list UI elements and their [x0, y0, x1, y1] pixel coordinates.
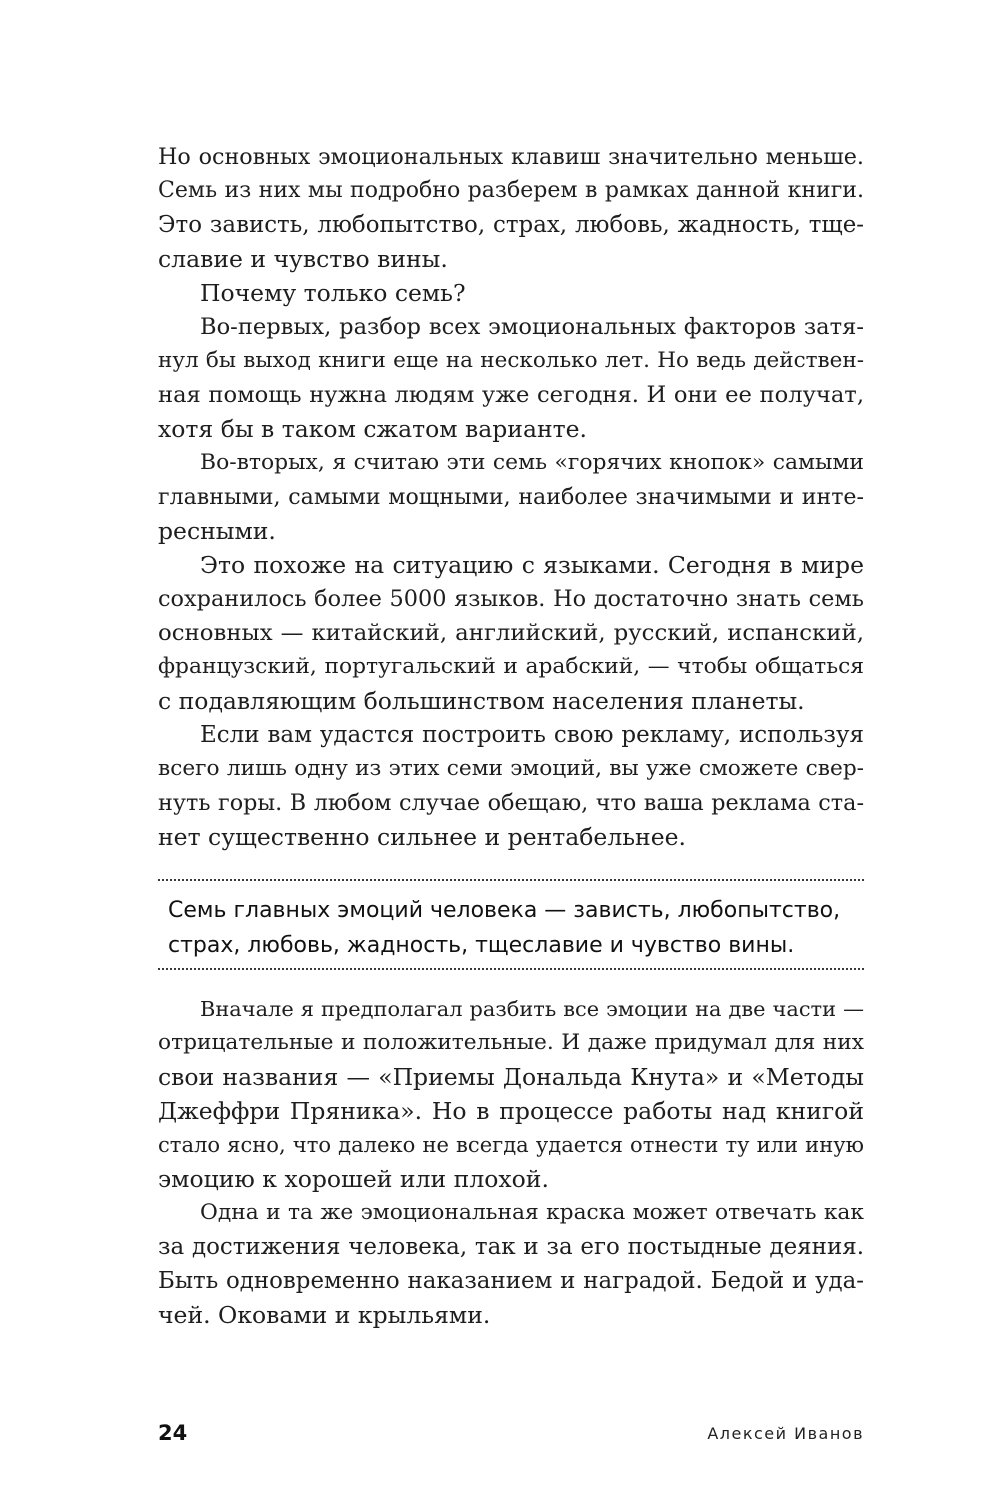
text-line: нул бы выход книги еще на несколько лет. Но ведь действен-	[158, 348, 864, 373]
text-line: главными, самыми мощными, наиболее значимыми и инте-	[158, 484, 864, 510]
text-line: Быть одновременно наказанием и наградой. Бедой и уда-	[158, 1268, 864, 1294]
text-line: нет существенно сильнее и рентабельнее.	[158, 823, 687, 851]
pull-quote	[158, 893, 864, 963]
text-line: ная помощь нужна людям уже сегодня. И они ее получат,	[158, 382, 864, 408]
text-line: Одна и та же эмоциональная краска может отвечать как	[200, 1200, 864, 1225]
text-line: хотя бы в таком сжатом варианте.	[158, 415, 588, 443]
text-line: Если вам удастся построить свою рекламу, используя	[200, 722, 864, 748]
callout-top-rule	[158, 879, 864, 881]
text-line: Джеффри Пряника». Но в процессе работы над книгой	[158, 1097, 864, 1125]
pull-quote-line: Семь главных эмоций человека — зависть, любопытство,	[168, 898, 841, 923]
text-line: сохранилось более 5000 языков. Но достаточно знать семь	[158, 586, 864, 612]
text-line: славие и чувство вины.	[158, 245, 448, 273]
pull-quote-line: страх, любовь, жадность, тщеславие и чувство вины.	[168, 933, 795, 958]
text-line: нуть горы. В любом случае обещаю, что ваша реклама ста-	[158, 790, 864, 816]
body-text-top	[158, 140, 864, 854]
text-line: за достижения человека, так и за его постыдные деяния.	[158, 1234, 864, 1260]
text-line: с подавляющим большинством населения планеты.	[158, 687, 805, 715]
text-line: основных — китайский, английский, русский, испанский,	[158, 620, 864, 646]
text-line: ресными.	[158, 517, 276, 545]
text-line: Но основных эмоциональных клавиш значительно меньше.	[158, 144, 864, 170]
text-line: Во-первых, разбор всех эмоциональных факторов затя-	[200, 314, 864, 340]
text-line: чей. Оковами и крыльями.	[158, 1301, 491, 1329]
text-line: Во-вторых, я считаю эти семь «горячих кнопок» самыми	[200, 450, 864, 475]
body-text-bottom	[158, 992, 864, 1332]
text-line: свои названия — «Приемы Дональда Кнута» и «Методы	[158, 1063, 864, 1091]
page-number: 24	[158, 1421, 188, 1445]
text-line: отрицательные и положительные. И даже придумал для них	[158, 1030, 864, 1055]
text-line: всего лишь одну из этих семи эмоций, вы уже сможете свер-	[158, 756, 864, 781]
text-line: Это похоже на ситуацию с языками. Сегодня в мире	[200, 551, 864, 579]
text-line: Почему только семь?	[200, 279, 466, 307]
text-line: эмоцию к хорошей или плохой.	[158, 1165, 549, 1193]
author-name: Алексей Иванов	[707, 1424, 864, 1443]
text-line: Семь из них мы подробно разберем в рамках данной книги.	[158, 178, 864, 203]
callout-bottom-rule	[158, 968, 864, 970]
text-line: Это зависть, любопытство, страх, любовь, жадность, тще-	[158, 212, 864, 238]
text-line: французский, португальский и арабский, — чтобы общаться	[158, 654, 864, 679]
running-footer-author	[707, 1424, 864, 1443]
text-line: Вначале я предполагал разбить все эмоции на две части —	[200, 997, 864, 1021]
text-line: стало ясно, что далеко не всегда удается отнести ту или иную	[158, 1132, 864, 1157]
